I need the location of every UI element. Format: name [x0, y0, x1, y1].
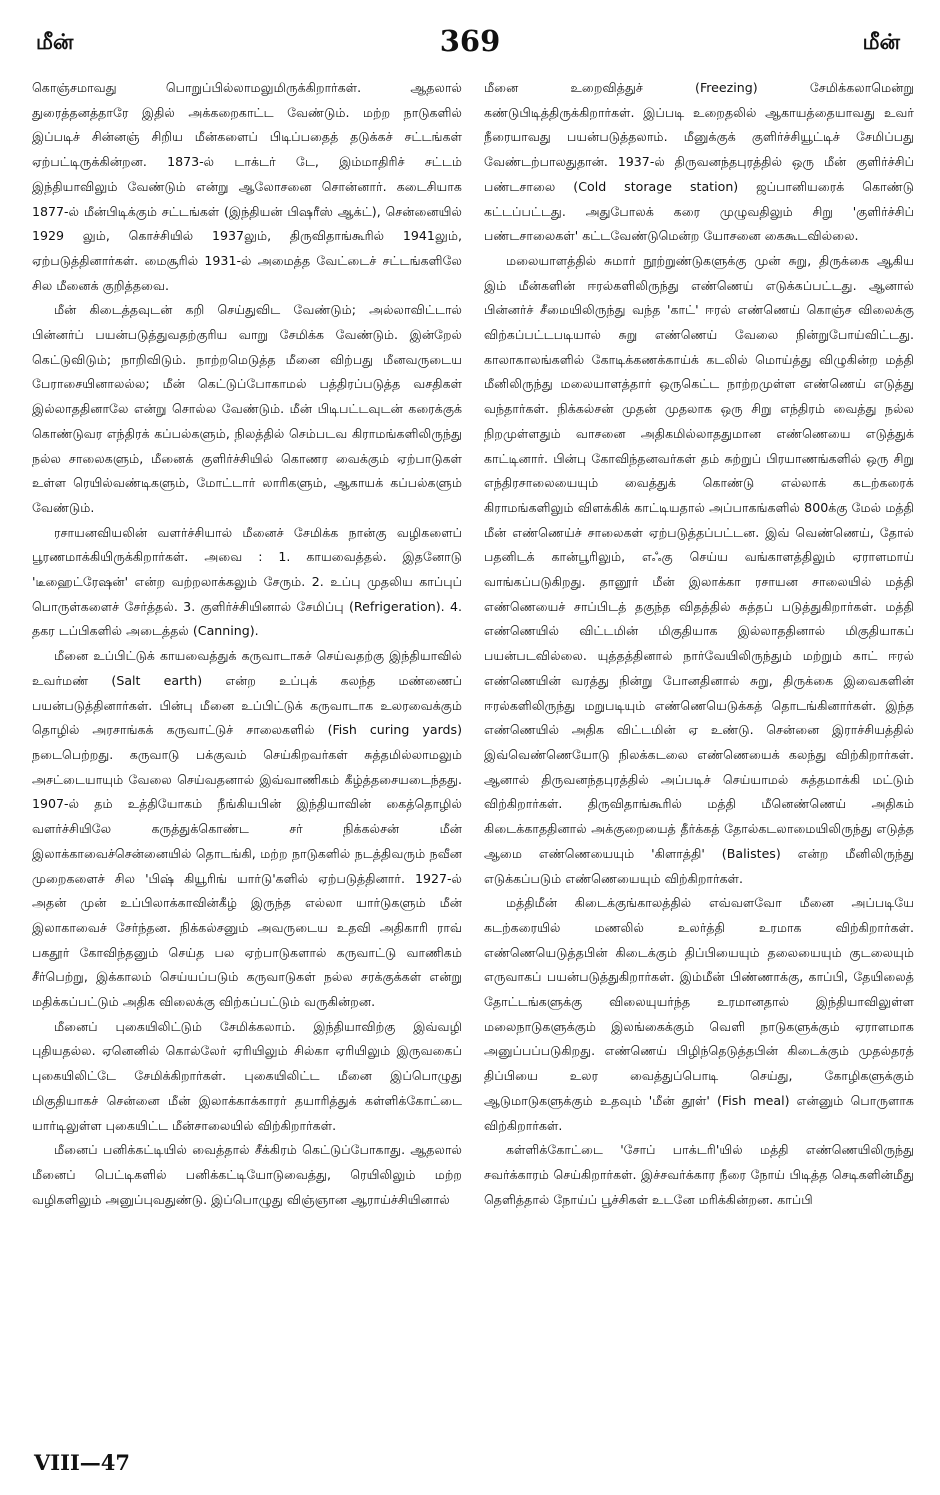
- paragraph: மீனைப் பனிக்கட்டியில் வைத்தால் சீக்கிரம் கெட்டுப்போகாது. ஆதலால் மீனைப் பெட்டிகளில் பனிக்கட்டியோடுவைத்து, ரெயிலிலும் மற்ற வழிகளிலும் அனுப்புவதுண்டு. இப்பொழுது விஞ்ஞான ஆராய்ச்சியினால்: [32, 1142, 462, 1207]
- page-header: [30, 24, 910, 64]
- paragraph: மீனை உறைவித்துச் (Freezing) சேமிக்கலாமென்று கண்டுபிடித்திருக்கிறார்கள். இப்படி உறைதலில் ஆகாயத்தையாவது உவர் நீரையாவது பயன்படுத்தலாம். மீனுக்குக் குளிர்ச்சியூட்டிச் சேமிப்பது வேண்டற்பாலதுதான். 1937-ல் திருவனந்தபுரத்தில் ஒரு மீன் குளிர்ச்சிப் பண்டசாலை (Cold storage station) ஜப்பானியரைக் கொண்டு கட்டப்பட்டது. அதுபோலக் கரை முழுவதிலும் சிறு 'குளிர்ச்சிப் பண்டசாலைகள்' கட்டவேண்டுமென்ற யோசனை கைகூடவில்லை.: [484, 80, 914, 244]
- paragraph: மத்திமீன் கிடைக்குங்காலத்தில் எவ்வளவோ மீனை அப்படியே கடற்கரையில் மணலில் உலர்த்தி உரமாக விற்கிறார்கள். எண்ணெயெடுத்தபின் கிடைக்கும் திப்பியையும் தலையையும் குடலையும் எருவாகப் பயன்படுத்துகிறார்கள். இம்மீன் பிண்ணாக்கு, காப்பி, தேயிலைத் தோட்டங்களுக்கு விலையுயர்ந்த உரமானதால் இந்தியாவிலுள்ள மலைநாடுகளுக்கும் இலங்கைக்கும் வெளி நாடுகளுக்கும் ஏராளமாக அனுப்பப்படுகிறது. எண்ணெய் பிழிந்தெடுத்தபின் கிடைக்கும் முதல்தரத் திப்பியை உலர வைத்துப்பொடி செய்து, கோழிகளுக்கும் ஆடுமாடுகளுக்கும் உதவும் 'மீன் தூள்' (Fish meal) என்னும் பொருளாக விற்கிறார்கள்.: [484, 895, 914, 1133]
- left-column: [32, 76, 462, 1451]
- paragraph: மீன் கிடைத்தவுடன் கறி செய்துவிட வேண்டும்; அல்லாவிட்டால் பின்னர்ப் பயன்படுத்துவதற்குரிய வாறு சேமிக்க வேண்டும். இன்றேல் கெட்டுவிடும்; நாறிவிடும். நாற்றமெடுத்த மீனை விற்பது மீனவருடைய பேராசையினாலல்ல; மீன் கெட்டுப்போகாமல் பத்திரப்படுத்த வசதிகள் இல்லாததினாலே என்று சொல்ல வேண்டும். மீன் பிடிபட்டவுடன் கரைக்குக் கொண்டுவர எந்திரக் கப்பல்களும், நிலத்தில் செம்படவ கிராமங்களிலிருந்து நல்ல சாலைகளும், மீனைக் குளிர்ச்சியில் கொணர வைக்கும் ஏற்பாடுகள் உள்ள ரெயில்வண்டிகளும், மோட்டார் லாரிகளும், ஆகாயக் கப்பல்களும் வேண்டும்.: [32, 302, 462, 515]
- paragraph: மீனை உப்பிட்டுக் காயவைத்துக் கருவாடாகச் செய்வதற்கு இந்தியாவில் உவர்மண் (Salt earth) என்ற உப்புக் கலந்த மண்ணைப் பயன்படுத்தினார்கள். பின்பு மீனை உப்பிட்டுக் கருவாடாக உலரவைக்கும் தொழில் அரசாங்கக் கருவாட்டுச் சாலைகளில் (Fish curing yards) நடைபெற்றது. கருவாடு பக்குவம் செய்கிறவர்கள் சுத்தமில்லாமலும் அசட்டையாயும் வேலை செய்வதனால் இவ்வாணிகம் கீழ்த்தசையடைந்தது. 1907-ல் தம் உத்தியோகம் நீங்கியபின் இந்தியாவின் கைத்தொழில் வளர்ச்சியிலே கருத்துக்கொண்ட சர் நிக்கல்சன் மீன் இலாக்காவைச்சென்னையில் தொடங்கி, மற்ற நாடுகளில் நடத்திவரும் நவீன முறைகளைச் சில 'பிஷ் கியூரிங் யார்டு'களில் ஏற்படுத்தினார். 1927-ல் அதன் முன் உப்பிலாக்காவின்கீழ் இருந்த எல்லா யார்டுகளும் மீன் இலாகாவைச் சேர்ந்தன. நிக்கல்சனும் அவருடைய உதவி அதிகாரி ராவ் பகதூர் கோவிந்தனும் செய்த பல ஏற்பாடுகளால் கருவாட்டு வாணிகம் சீர்பெற்று, இக்காலம் செய்யப்படும் கருவாடுகள் நல்ல சரக்குக்கள் என்று மதிக்கப்பட்டும் அதிக விலைக்கு விற்கப்பட்டும் வருகின்றன.: [32, 648, 462, 1010]
- text-columns: [32, 76, 914, 1451]
- running-head-left: மீன்: [36, 30, 74, 54]
- page-number: 369: [439, 24, 501, 58]
- running-head-right: மீன்: [862, 30, 900, 54]
- paragraph: ரசாயனவியலின் வளர்ச்சியால் மீனைச் சேமிக்க நான்கு வழிகளைப் பூரணமாக்கியிருக்கிறார்கள். அவை : 1. காயவைத்தல். இதனோடு 'டீஹைட்ரேஷன்' என்ற வற்றலாக்கலும் சேரும். 2. உப்பு முதலிய காப்புப் பொருள்களைச் சேர்த்தல். 3. குளிர்ச்சியினால் சேமிப்பு (Refrigeration). 4. தகர டப்பிகளில் அடைத்தல் (Canning).: [32, 524, 462, 639]
- paragraph: கொஞ்சமாவது பொறுப்பில்லாமலுமிருக்கிறார்கள். ஆதலால் துரைத்தனத்தாரே இதில் அக்கறைகாட்ட வேண்டும். மற்ற நாடுகளில் இப்படிச் சின்னஞ் சிறிய மீன்களைப் பிடிப்பதைத் தடுக்கச் சட்டங்கள் ஏற்பட்டிருக்கின்றன. 1873-ல் டாக்டர் டே, இம்மாதிரிச் சட்டம் இந்தியாவிலும் வேண்டும் என்று ஆலோசனை சொன்னார். கடைசியாக 1877-ல் மீன்பிடிக்கும் சட்டங்கள் (இந்தியன் பிஷரீஸ் ஆக்ட்), சென்னையில் 1929 லும், கொச்சியில் 1937லும், திருவிதாங்கூரில் 1941லும், ஏற்படுத்தினார்கள். மைசூரில் 1931-ல் அமைத்த வேட்டைச் சட்டங்களிலே சில மீனைக் குறித்தவை.: [32, 80, 462, 293]
- paragraph: கள்ளிக்கோட்டை 'சோப் பாக்டரி'யில் மத்தி எண்ணெயிலிருந்து சவர்க்காரம் செய்கிறார்கள். இச்சவர்க்கார நீரை நோய் பிடித்த செடிகளின்மீது தெளித்தால் நோய்ப் பூச்சிகள் உடனே மரிக்கின்றன. காப்பி: [484, 1142, 914, 1207]
- right-column: [484, 76, 914, 1451]
- signature-mark: VIII—47: [34, 1450, 130, 1475]
- paragraph: மீனைப் புகையிலிட்டும் சேமிக்கலாம். இந்தியாவிற்கு இவ்வழி புதியதல்ல. ஏனெனில் கொல்லேர் ஏரியிலும் சில்கா ஏரியிலும் இருவகைப் புகையிலிட்டே சேமிக்கிறார்கள். புகையிலிட்ட மீனை இப்பொழுது மிகுதியாகச் சென்னை மீன் இலாக்காக்காரர் தயாரித்துக் கள்ளிக்கோட்டை யார்டிலுள்ள புகையிட்ட மீன்சாலையில் விற்கிறார்கள்.: [32, 1018, 462, 1133]
- paragraph: மலையாளத்தில் சுமார் நூற்றுண்டுகளுக்கு முன் சுறு, திருக்கை ஆகிய இம் மீன்களின் ஈரல்களிலிருந்து எண்ணெய் எடுக்கப்பட்டது. ஆனால் பின்னர்ச் சீமையிலிருந்து வந்த 'காட்' ஈரல் எண்ணெய் கொஞ்ச விலைக்கு விற்கப்பட்டபடியால் சுறு எண்ணெய் வேலை நின்றுபோய்விட்டது. காலாகாலங்களில் கோடிக்கணக்காய்க் கடலில் மொய்த்து விழுகின்ற மத்தி மீனிலிருந்து மலையாளத்தார் ஒருகெட்ட நாற்றமுள்ள எண்ணெய் எடுத்து வந்தார்கள். நிக்கல்சன் முதன் முதலாக ஒரு சிறு எந்திரம் வைத்து நல்ல நிறமுள்ளதும் வாசனை அதிகமில்லாததுமான எண்ணெயை எடுத்துக் காட்டினார். பின்பு கோவிந்தனவர்கள் தம் சுற்றுப் பிரயாணங்களில் ஒரு சிறு எந்திரசாலையையும் வைத்துக் கொண்டு எல்லாக் கடற்கரைக் கிராமங்களிலும் விளக்கிக் காட்டியதால் அப்பாகங்களில் 800க்கு மேல் மத்தி மீன் எண்ணெய்ச் சாலைகள் ஏற்படுத்தப்பட்டன. இவ் வெண்ணெய், தோல் பதனிடக் கான்பூரிலும், எஃகு செய்ய வங்காளத்திலும் ஏராளமாய் வாங்கப்படுகிறது. தானூர் மீன் இலாக்கா ரசாயன சாலையில் மத்தி எண்ணெயைச் சாப்பிடத் தகுந்த விதத்தில் சுத்தப் படுத்துகிறார்கள். மத்தி எண்ணெயில் விட்டமின் மிகுதியாக இல்லாததினால் மிகுதியாகப் பயன்படவில்லை. யுத்தத்தினால் நார்வேயிலிருந்தும் மற்றும் காட் ஈரல் எண்ணெயின் வரத்து நின்று போனதினால் சுறு, திருக்கை இவைகளின் ஈரல்களிலிருந்து மறுபடியும் எண்ணெயெடுக்கத் தொடங்கினார்கள். இந்த எண்ணெயில் அதிக விட்டமின் ஏ உண்டு. சென்னை இராச்சியத்தில் இவ்வெண்ணெயோடு நிலக்கடலை எண்ணெயைக் கலந்து விற்கிறார்கள். ஆனால் திருவனந்தபுரத்தில் அப்படிச் செய்யாமல் சுத்தமாக்கி மட்டும் விற்கிறார்கள். திருவிதாங்கூரில் மத்தி மீனெண்ணெய் அதிகம் கிடைக்காததினால் அக்குறையைத் தீர்க்கத் தோல்கடலாமையிலிருந்து எடுத்த ஆமை எண்ணெயையும் 'கிளாத்தி' (Balistes) என்ற மீனிலிருந்து எடுக்கப்படும் எண்ணெயையும் விற்கிறார்கள்.: [484, 252, 914, 886]
